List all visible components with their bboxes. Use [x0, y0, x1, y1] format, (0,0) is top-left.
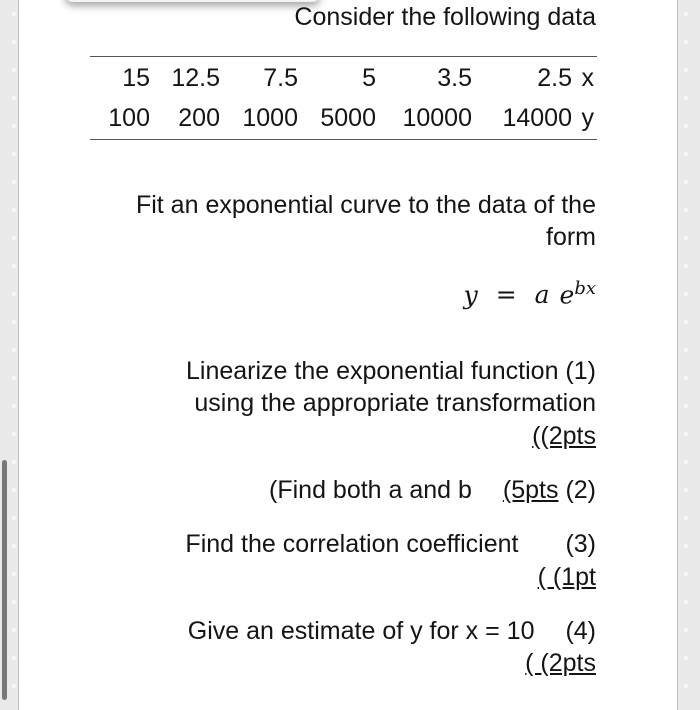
intro-text: Consider the following data [294, 3, 596, 31]
cell: 14000 [502, 104, 572, 132]
q4 [188, 617, 596, 646]
toolbar-shadow [65, 0, 320, 2]
table-bottom-rule [90, 139, 597, 140]
eq-a: a [534, 280, 550, 310]
cell: 5 [362, 64, 376, 92]
table-top-rule [90, 56, 597, 57]
cell: 10000 [402, 104, 472, 132]
equation [464, 278, 596, 309]
scrollbar[interactable] [2, 460, 7, 700]
q1-points [532, 422, 596, 451]
q2 [269, 476, 596, 505]
cell: 5000 [320, 104, 376, 132]
eq-y: y [463, 280, 478, 310]
q3-number: (3) [565, 530, 596, 558]
q2-number: (2) [565, 476, 596, 504]
q1-line1: Linearize the exponential function (1) [186, 357, 596, 385]
row-label: x [581, 64, 594, 92]
points-label: ((2pts [532, 422, 596, 450]
cell: 12.5 [171, 64, 220, 92]
q4-text: Give an estimate of y for x = 10 [187, 617, 535, 645]
cell: 100 [108, 104, 150, 132]
cell: 2.5 [537, 64, 572, 92]
table-row-y [90, 104, 594, 134]
points-label: ( (2pts [525, 649, 596, 677]
q3 [185, 530, 596, 559]
row-label: y [581, 104, 594, 132]
fit-text-line1: Fit an exponential curve to the data of the [135, 191, 596, 219]
fit-text-line2: form [546, 223, 596, 251]
q1-line2: using the appropriate transformation [194, 389, 596, 417]
q3-points [538, 563, 596, 592]
cell: 15 [122, 64, 150, 92]
q4-number: (4) [565, 617, 596, 645]
cell: 200 [178, 104, 220, 132]
points-label: ( (1pt [537, 563, 596, 591]
eq-equals: = [495, 280, 517, 310]
cell: 1000 [242, 104, 298, 132]
points-label: (5pts [502, 476, 559, 504]
eq-exponent: bx [574, 278, 596, 299]
q4-points [525, 649, 596, 678]
eq-e: e [559, 280, 575, 310]
cell: 3.5 [437, 64, 472, 92]
cell: 7.5 [263, 64, 298, 92]
table-row-x [90, 64, 594, 94]
q3-text: Find the correlation coefficient [185, 530, 519, 558]
q2-text: (Find both a and b [269, 476, 472, 504]
